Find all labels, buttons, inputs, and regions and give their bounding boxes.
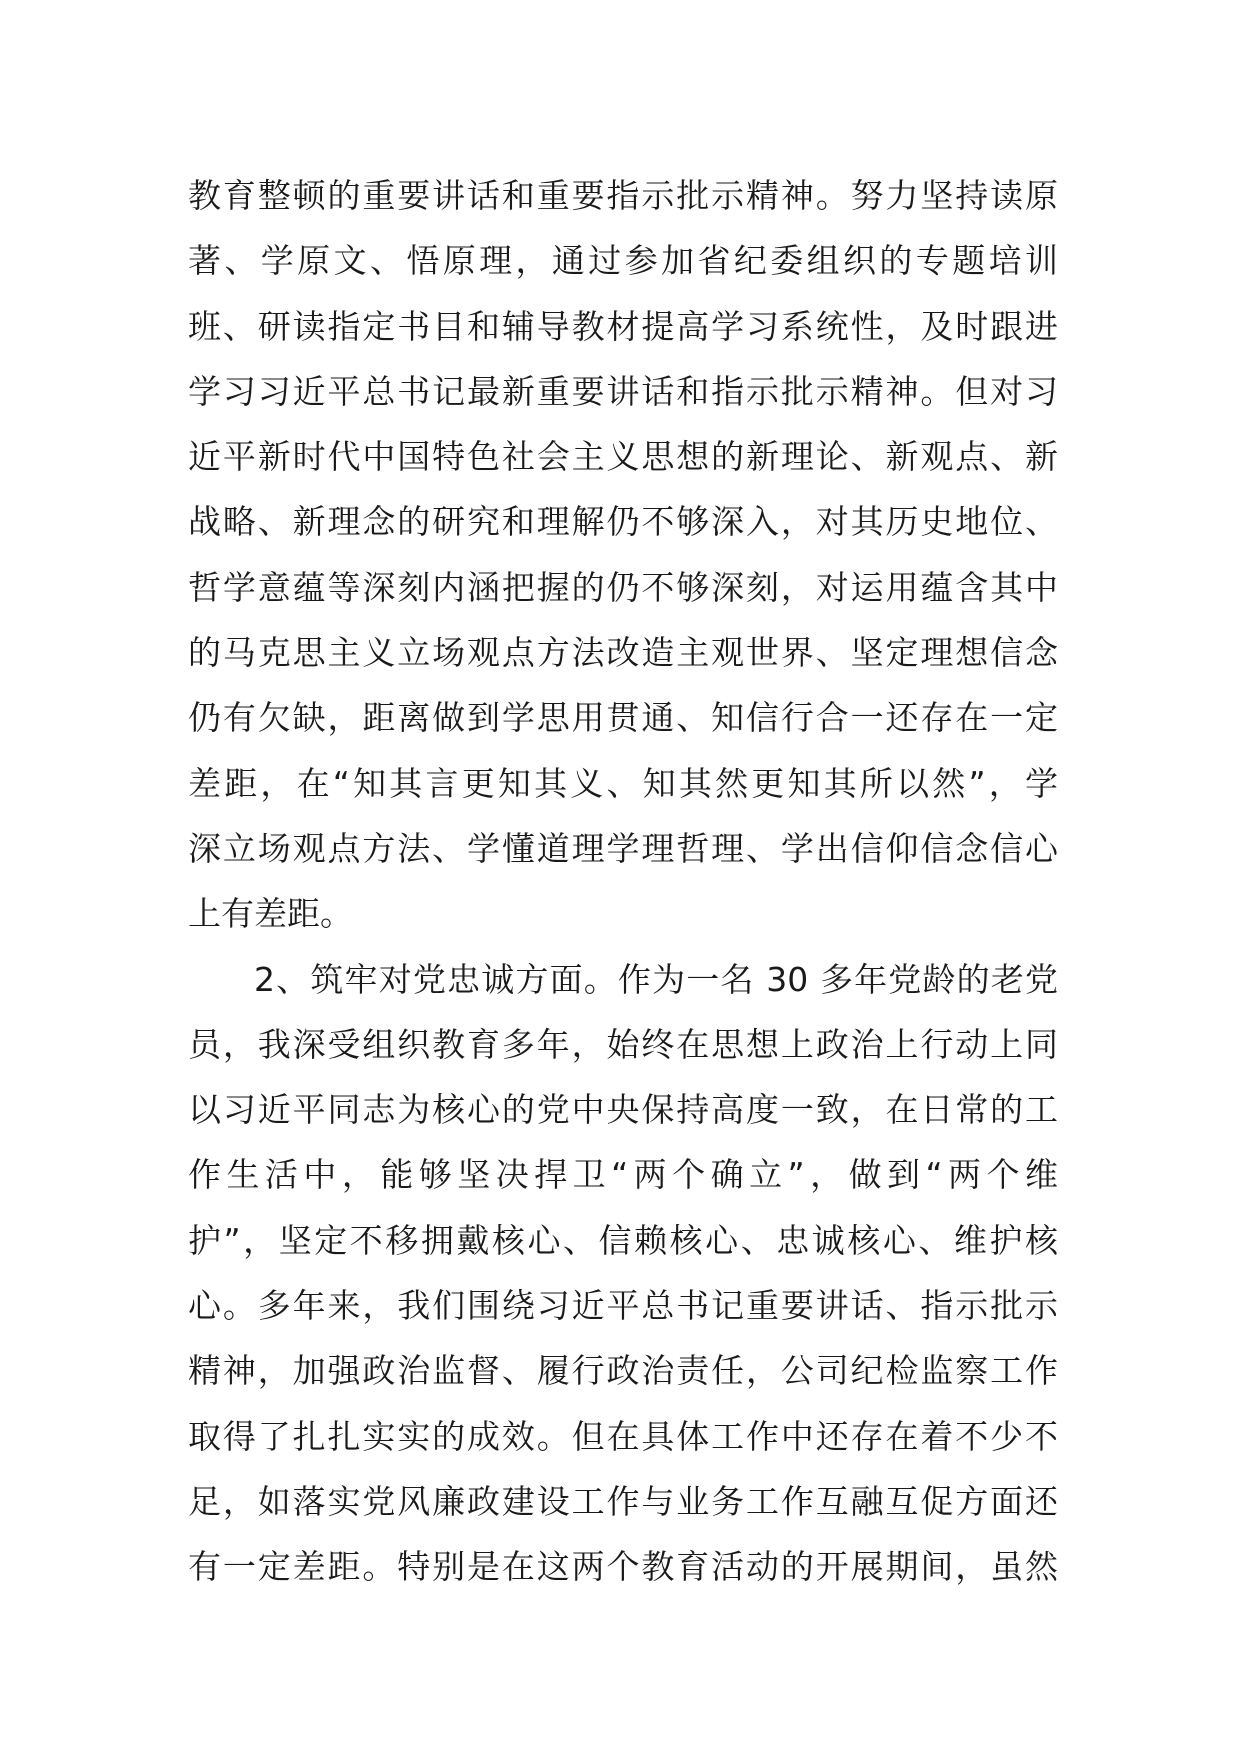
text-line: 取得了扎扎实实的成效。但在具体工作中还存在着不少不 [188,1416,1058,1456]
text-line: 精神，加强政治监督、履行政治责任，公司纪检监察工作 [188,1351,1058,1391]
text-line: 近平新时代中国特色社会主义思想的新理论、新观点、新 [188,437,1058,477]
text-line: 深立场观点方法、学懂道理学理哲理、学出信仰信念信心 [188,828,1058,868]
text-line: 作生活中，能够坚决捍卫“两个确立”，做到“两个维 [188,1155,1058,1195]
text-line: 以习近平同志为核心的党中央保持高度一致，在日常的工 [188,1090,1058,1130]
paragraph-start-line: 2、筑牢对党忠诚方面。作为一名 30 多年党龄的老党 [254,959,1058,999]
text-line: 有一定差距。特别是在这两个教育活动的开展期间，虽然 [188,1547,1058,1587]
text-line: 员，我深受组织教育多年，始终在思想上政治上行动上同 [188,1024,1058,1064]
text-line: 的马克思主义立场观点方法改造主观世界、坚定理想信念 [188,633,1058,673]
text-line: 著、学原文、悟原理，通过参加省纪委组织的专题培训 [188,241,1058,281]
body-text [188,163,1058,1600]
text-line: 教育整顿的重要讲话和重要指示批示精神。努力坚持读原 [188,176,1058,215]
text-line: 差距，在“知其言更知其义、知其然更知其所以然”，学 [188,763,1058,803]
text-line: 足，如落实党风廉政建设工作与业务工作互融互促方面还 [188,1481,1058,1521]
text-line: 哲学意蕴等深刻内涵把握的仍不够深刻，对运用蕴含其中 [188,567,1058,607]
text-line: 护”，坚定不移拥戴核心、信赖核心、忠诚核心、维护核 [188,1220,1058,1260]
paragraph-end-line: 上有差距。 [188,894,353,934]
text-line: 战略、新理念的研究和理解仍不够深入，对其历史地位、 [188,502,1058,542]
text-line: 学习习近平总书记最新重要讲话和指示批示精神。但对习 [188,371,1058,411]
text-line: 仍有欠缺，距离做到学思用贯通、知信行合一还存在一定 [188,698,1058,738]
text-line: 班、研读指定书目和辅导教材提高学习系统性，及时跟进 [188,306,1058,346]
text-line: 心。多年来，我们围绕习近平总书记重要讲话、指示批示 [188,1286,1058,1326]
